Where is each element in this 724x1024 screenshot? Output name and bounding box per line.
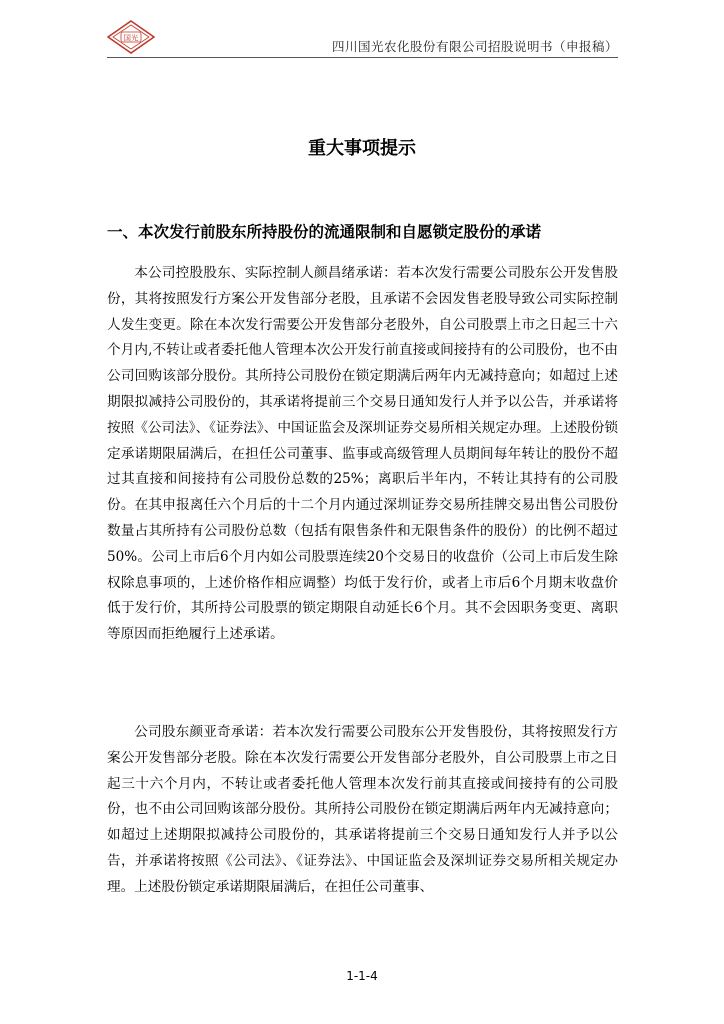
logo-text: 国光	[123, 33, 139, 43]
page-number: 1-1-4	[346, 969, 378, 983]
header-title: 四川国光农化股份有限公司招股说明书（申报稿）	[331, 39, 618, 54]
header-divider	[107, 57, 618, 58]
section-heading: 一、本次发行前股东所持股份的流通限制和自愿锁定股份的承诺	[107, 223, 542, 241]
page-header	[107, 18, 618, 58]
paragraph-controlling-shareholder: 本公司控股股东、实际控制人颜昌绪承诺：若本次发行需要公司股东公开发售股份，其将按照发行方案公开发售部分老股，且承诺不会因发售老股导致公司实际控制人发生变更。除在本次发行需要公开发售部分老股外，自公司股票上市之日起三十六个月内,不转让或者委托他人管理本次公开发行前直接或间接持有的公司股份，也不由公司回购该部分股份。其所持公司股份在锁定期满后两年内无减持意向；如超过上述期限拟减持公司股份的，其承诺将提前三个交易日通知发行人并予以公告，并承诺将按照《公司法》、《证券法》、中国证监会及深圳证券交易所相关规定办理。上述股份锁定承诺期限届满后，在担任公司董事、监事或高级管理人员期间每年转让的股份不超过其直接和间接持有公司股份总数的25%；离职后半年内，不转让其持有的公司股份。在其申报离任六个月后的十二个月内通过深圳证券交易所挂牌交易出售公司股份数量占其所持有公司股份总数（包括有限售条件和无限售条件的股份）的比例不超过50%。公司上市后6个月内如公司股票连续20个交易日的收盘价（公司上市后发生除权除息事项的，上述价格作相应调整）均低于发行价，或者上市后6个月期末收盘价低于发行价，其所持公司股票的锁定期限自动延长6个月。其不会因职务变更、离职等原因而拒绝履行上述承诺。	[107, 265, 618, 643]
document-title: 重大事项提示	[308, 138, 416, 159]
company-logo	[107, 20, 155, 54]
paragraph-shareholder: 公司股东颜亚奇承诺：若本次发行需要公司股东公开发售股份，其将按照发行方案公开发售部分老股。除在本次发行需要公开发售部分老股外，自公司股票上市之日起三十六个月内，不转让或者委托他人管理本次发行前其直接或间接持有的公司股份，也不由公司回购该部分股份。其所持公司股份在锁定期满后两年内无减持意向；如超过上述期限拟减持公司股份的，其承诺将提前三个交易日通知发行人并予以公告，并承诺将按照《公司法》、《证券法》、中国证监会及深圳证券交易所相关规定办理。上述股份锁定承诺期限届满后，在担任公司董事、	[107, 724, 618, 895]
